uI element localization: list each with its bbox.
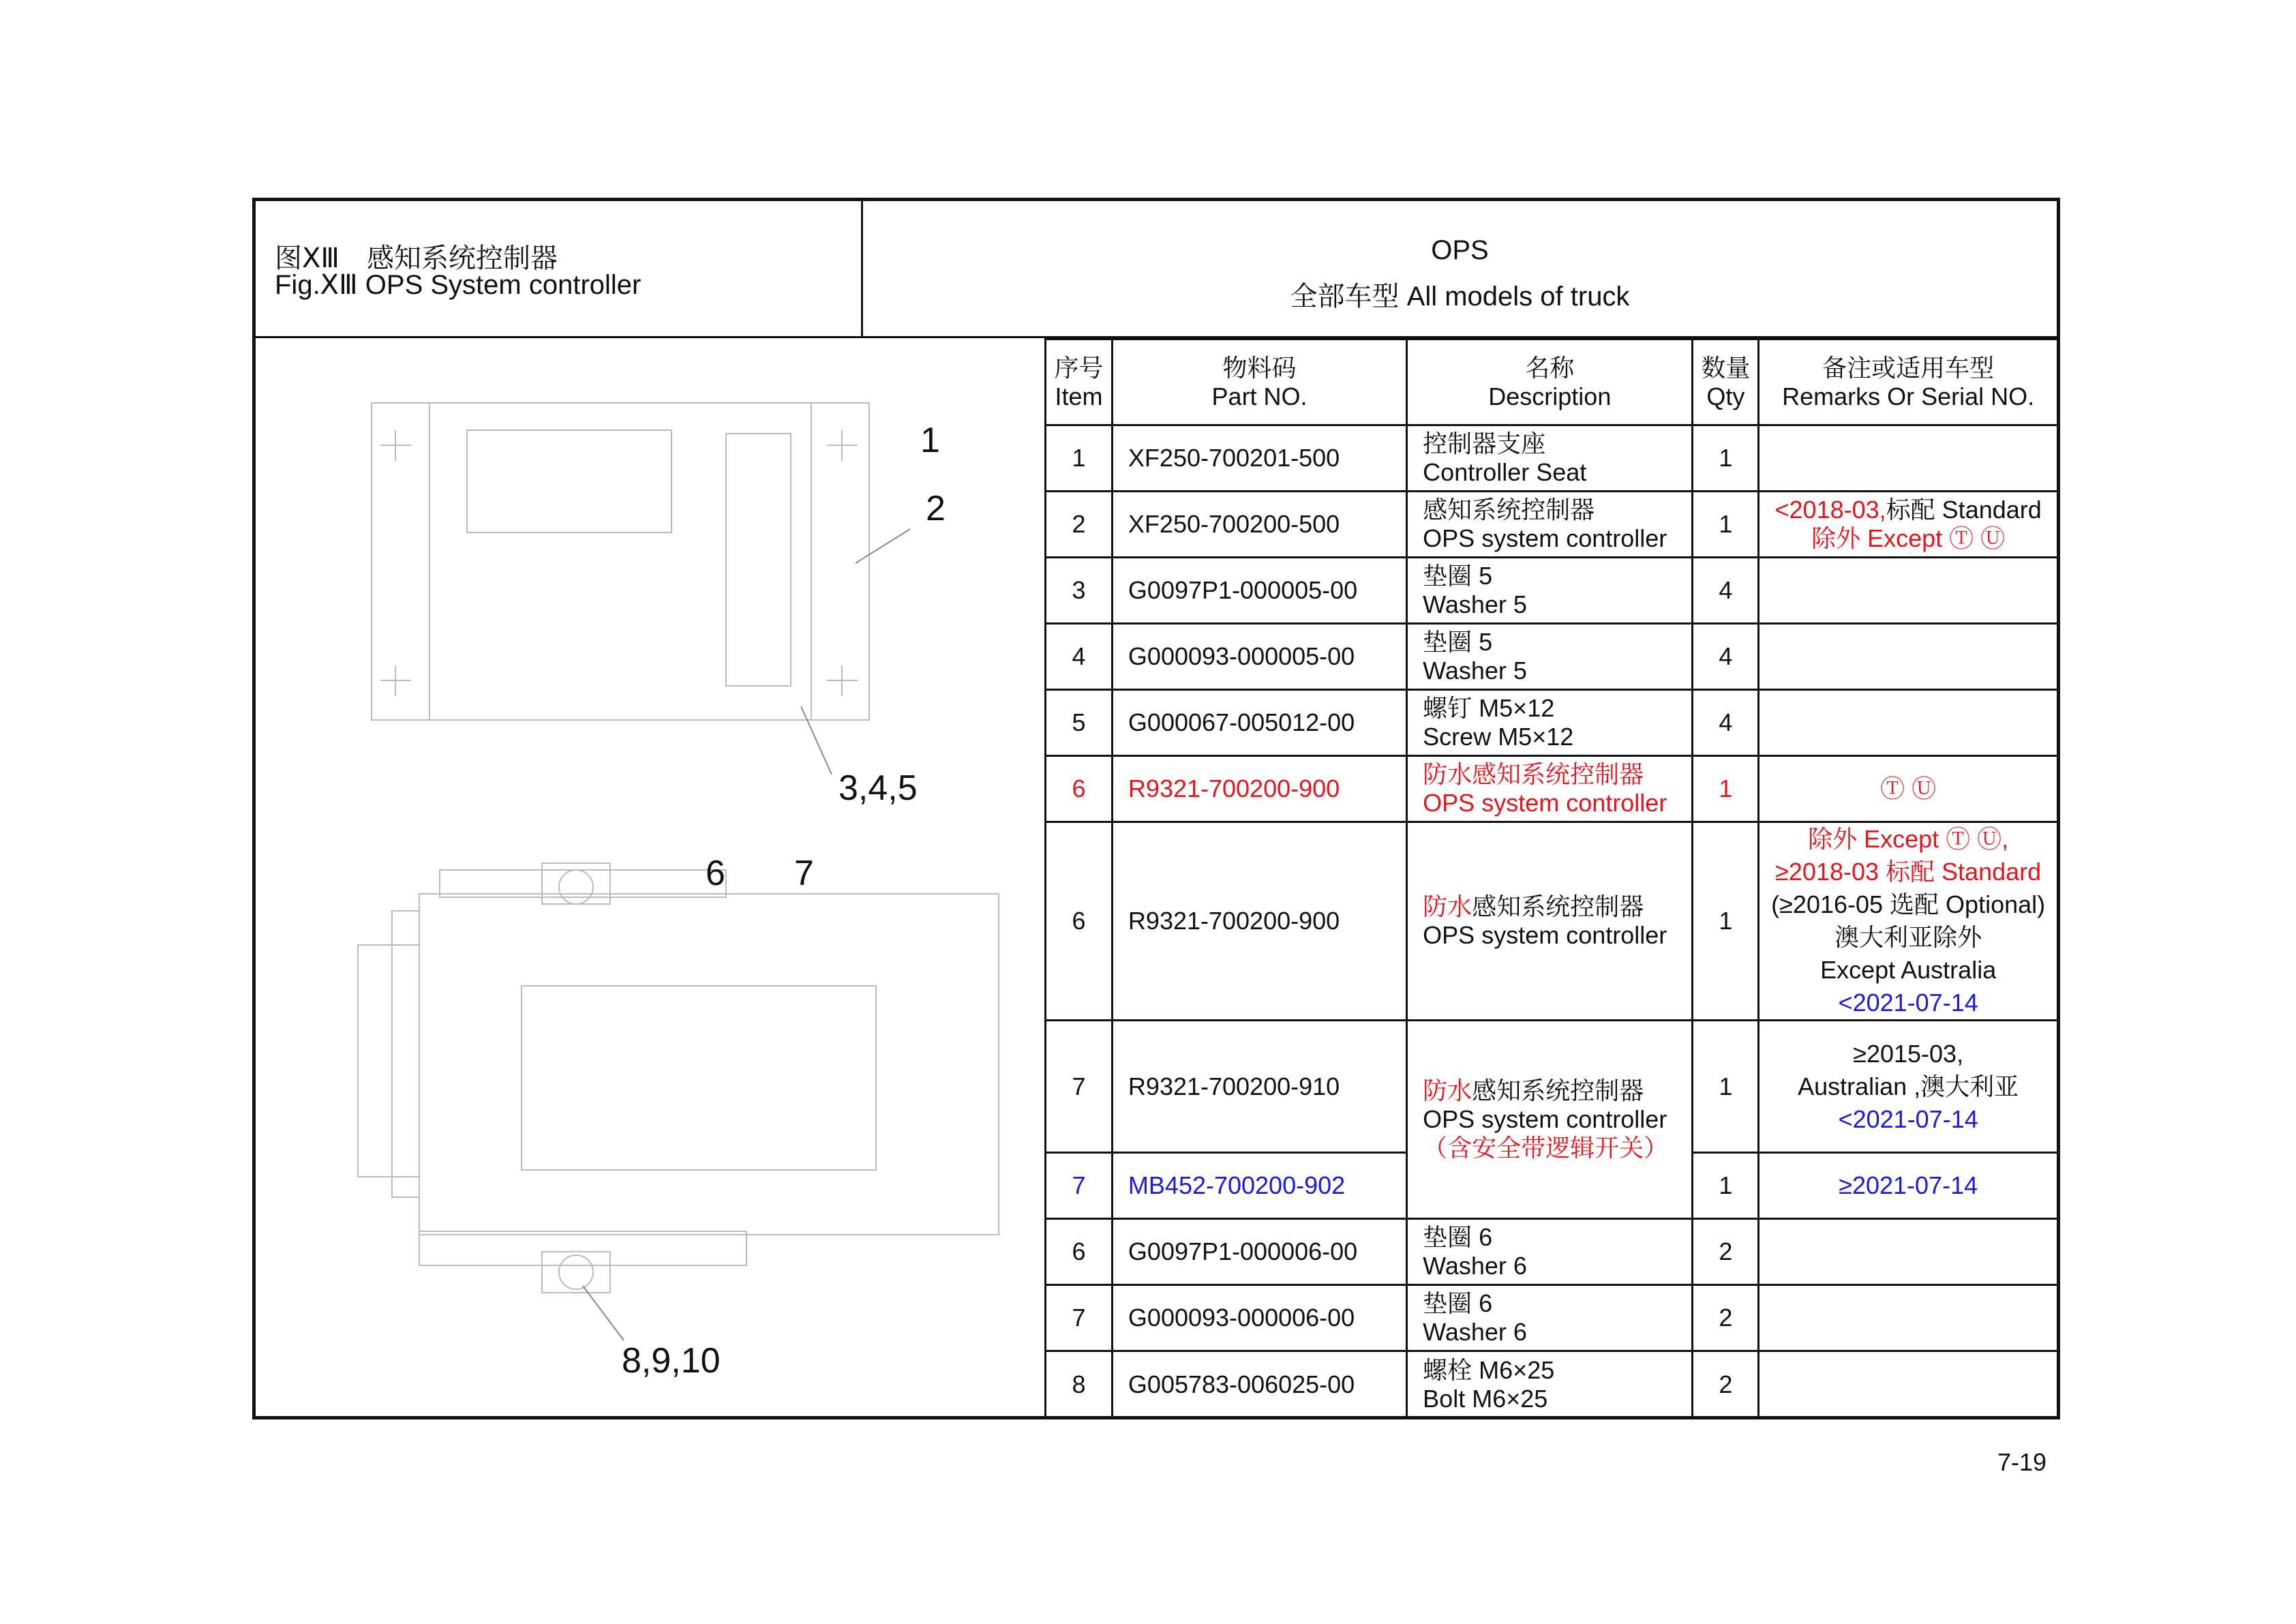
item-cell: 8 [1046, 1351, 1113, 1417]
desc-cell [1407, 624, 1693, 690]
remark-line: <2021-07-14 [1838, 989, 1978, 1017]
header-remarks [1759, 340, 2057, 425]
parts-table [1044, 338, 2057, 1417]
part-cell: R9321-700200-910 [1112, 1021, 1406, 1153]
table-row [1046, 822, 2057, 1021]
desc-note: （含安全带逻辑开关） [1423, 1134, 1669, 1162]
part-cell: G0097P1-000005-00 [1112, 558, 1406, 624]
table-row [1046, 425, 2057, 492]
item-cell: 7 [1046, 1153, 1113, 1219]
table-row [1046, 756, 2057, 822]
item-cell: 7 [1046, 1021, 1113, 1153]
header-en: Part NO. [1211, 382, 1308, 410]
callout-6: 6 [706, 854, 725, 893]
desc-cell [1407, 1351, 1693, 1417]
callout-7: 7 [794, 854, 814, 893]
item-cell: 4 [1046, 624, 1113, 690]
desc-en: Washer 6 [1423, 1318, 1527, 1346]
desc-en: Controller Seat [1423, 458, 1587, 486]
remark-line: ≥2018-03 标配 Standard [1775, 858, 2042, 886]
remark-line: Australian ,澳大利亚 [1798, 1072, 2019, 1100]
desc-cell [1407, 822, 1693, 1021]
model-subtitle: 全部车型 All models of truck [1290, 282, 1630, 312]
qty-cell: 1 [1693, 1021, 1759, 1153]
table-row [1046, 624, 2057, 690]
remarks-cell [1759, 492, 2057, 558]
item-cell: 1 [1046, 425, 1113, 492]
desc-en: OPS system controller [1423, 1105, 1667, 1133]
part-cell: R9321-700200-900 [1112, 822, 1406, 1021]
remark-line: ≥2015-03, [1853, 1039, 1964, 1068]
part-cell: G000093-000006-00 [1112, 1285, 1406, 1351]
table-row [1046, 690, 2057, 756]
remarks-cell [1759, 624, 2057, 690]
part-cell: XF250-700201-500 [1112, 425, 1406, 492]
desc-cn: 控制器支座 [1423, 430, 1546, 457]
seat-outline [372, 403, 869, 720]
desc-cn: 垫圈 5 [1423, 628, 1493, 656]
desc-cn: 感知系统控制器 [1472, 892, 1644, 920]
page-number: 7-19 [1997, 1448, 2047, 1476]
remarks-cell: ≥2021-07-14 [1759, 1153, 2057, 1219]
desc-cn: 螺栓 M6×25 [1423, 1355, 1555, 1384]
remarks-cell [1759, 822, 2057, 1021]
desc-cn: 垫圈 6 [1423, 1223, 1493, 1251]
remarks-cell [1759, 1285, 2057, 1351]
part-cell: XF250-700200-500 [1112, 492, 1406, 558]
item-cell: 7 [1046, 1285, 1113, 1351]
desc-cn: 感知系统控制器 [1423, 496, 1595, 524]
desc-en: Washer 5 [1423, 657, 1527, 685]
remarks-cell [1759, 1021, 2057, 1153]
remarks-cell [1759, 558, 2057, 624]
qty-cell: 2 [1693, 1285, 1759, 1351]
desc-en: Screw M5×12 [1423, 723, 1574, 751]
model-title-block [863, 201, 2057, 338]
desc-cn: 垫圈 6 [1423, 1289, 1493, 1317]
remarks-cell [1759, 425, 2057, 492]
header-description [1407, 340, 1693, 425]
figure-title-cn: 图ⅩⅢ 感知系统控制器 [275, 243, 558, 273]
part-cell: G005783-006025-00 [1112, 1351, 1406, 1417]
desc-cell [1407, 1219, 1693, 1285]
desc-cn: 感知系统控制器 [1472, 1077, 1644, 1104]
qty-cell: 2 [1693, 1351, 1759, 1417]
header-cn: 物料码 [1222, 353, 1297, 382]
remark-except: 除外 Except Ⓣ Ⓤ [1811, 524, 2006, 552]
callout-1: 1 [920, 421, 940, 460]
item-cell: 6 [1046, 822, 1113, 1021]
table-row [1046, 1021, 2057, 1153]
table-row [1046, 492, 2057, 558]
qty-cell: 1 [1693, 822, 1759, 1021]
desc-cell [1407, 690, 1693, 756]
callout-3-4-5: 3,4,5 [839, 768, 918, 808]
part-cell: G000067-005012-00 [1112, 690, 1406, 756]
header-cn: 数量 [1701, 353, 1751, 382]
remark-line: 除外 Except Ⓣ Ⓤ, [1808, 825, 2009, 853]
desc-cn: 螺钉 M5×12 [1423, 694, 1555, 722]
desc-en: OPS system controller [1423, 921, 1667, 949]
qty-cell: 4 [1693, 624, 1759, 690]
callout-8-9-10: 8,9,10 [622, 1341, 721, 1381]
desc-en: Washer 5 [1423, 590, 1527, 618]
desc-cn-prefix: 防水 [1423, 892, 1472, 920]
part-cell: MB452-700200-902 [1112, 1153, 1406, 1219]
item-cell: 2 [1046, 492, 1113, 558]
desc-cell [1407, 492, 1693, 558]
remarks-cell [1759, 1351, 2057, 1417]
item-cell: 6 [1046, 756, 1113, 822]
header-part [1112, 340, 1406, 425]
table-header-row [1046, 340, 2057, 425]
qty-cell: 1 [1693, 1153, 1759, 1219]
figure-title-block [256, 201, 863, 338]
qty-cell: 1 [1693, 492, 1759, 558]
model-title: OPS [1431, 235, 1489, 265]
remark-line: <2021-07-14 [1838, 1104, 1978, 1133]
item-cell: 3 [1046, 558, 1113, 624]
desc-cell [1407, 425, 1693, 492]
item-cell: 6 [1046, 1219, 1113, 1285]
desc-cell [1407, 1021, 1693, 1219]
header-cn: 备注或适用车型 [1822, 353, 1995, 382]
figure-title-en: Fig.ⅩⅢ OPS System controller [275, 270, 641, 300]
qty-cell: 4 [1693, 558, 1759, 624]
header-en: Remarks Or Serial NO. [1782, 382, 2035, 410]
part-cell: G0097P1-000006-00 [1112, 1219, 1406, 1285]
desc-cn: 防水感知系统控制器 [1423, 760, 1644, 788]
desc-cell [1407, 756, 1693, 822]
table-row [1046, 1285, 2057, 1351]
exploded-drawing [256, 338, 1044, 1415]
remarks-cell [1759, 1219, 2057, 1285]
header-cn: 序号 [1054, 353, 1104, 382]
controller-outline [419, 894, 999, 1235]
callout-2: 2 [926, 489, 946, 528]
header-item [1046, 340, 1113, 425]
remark-standard: 标配 Standard [1886, 496, 2042, 524]
table-row [1046, 558, 2057, 624]
desc-cell [1407, 1285, 1693, 1351]
remarks-cell [1759, 690, 2057, 756]
desc-en: Washer 6 [1423, 1252, 1527, 1280]
qty-cell: 1 [1693, 425, 1759, 492]
desc-cn-prefix: 防水 [1423, 1077, 1472, 1104]
remark-date: <2018-03, [1774, 496, 1886, 524]
header-qty [1693, 340, 1759, 425]
table-row [1046, 1351, 2057, 1417]
desc-en: OPS system controller [1423, 524, 1667, 552]
header-cn: 名称 [1525, 353, 1575, 382]
remarks-cell: Ⓣ Ⓤ [1759, 756, 2057, 822]
remark-line: 澳大利亚除外 [1834, 923, 1982, 951]
header-en: Item [1055, 382, 1103, 410]
part-cell: R9321-700200-900 [1112, 756, 1406, 822]
qty-cell: 4 [1693, 690, 1759, 756]
item-cell: 5 [1046, 690, 1113, 756]
header-en: Qty [1706, 382, 1745, 410]
qty-cell: 1 [1693, 756, 1759, 822]
header-en: Description [1488, 382, 1612, 410]
desc-cell [1407, 558, 1693, 624]
part-cell: G000093-000005-00 [1112, 624, 1406, 690]
desc-en: OPS system controller [1423, 789, 1667, 817]
parts-sheet [252, 198, 2060, 1419]
desc-cn: 垫圈 5 [1423, 562, 1493, 590]
qty-cell: 2 [1693, 1219, 1759, 1285]
table-row [1046, 1219, 2057, 1285]
remark-line: (≥2016-05 选配 Optional) [1771, 890, 2046, 918]
desc-en: Bolt M6×25 [1423, 1384, 1548, 1413]
remark-line: Except Australia [1820, 956, 1997, 984]
